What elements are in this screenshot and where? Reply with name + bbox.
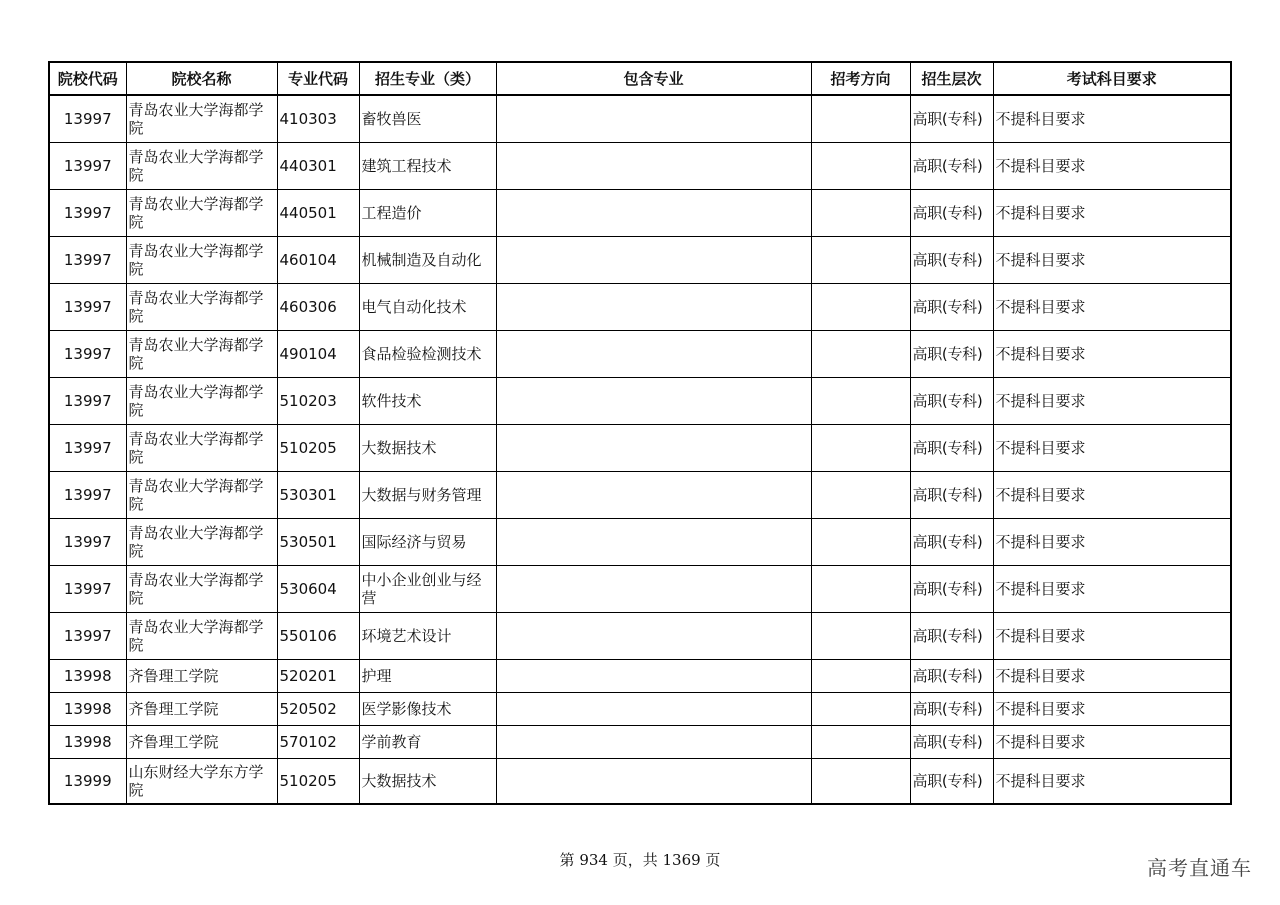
cell-school-name: 山东财经大学东方学院	[126, 758, 277, 804]
cell-school-name: 青岛农业大学海都学院	[126, 236, 277, 283]
cell-major-code: 530604	[277, 565, 359, 612]
header-included-majors: 包含专业	[496, 62, 811, 95]
cell-school-code: 13998	[49, 692, 126, 725]
header-school-code: 院校代码	[49, 62, 126, 95]
table-body	[49, 95, 1231, 804]
cell-major: 电气自动化技术	[359, 283, 496, 330]
table-row	[49, 283, 1231, 330]
cell-level: 高职(专科)	[910, 142, 993, 189]
cell-direction	[811, 424, 910, 471]
cell-included-majors	[496, 471, 811, 518]
header-level: 招生层次	[910, 62, 993, 95]
cell-direction	[811, 565, 910, 612]
cell-school-name: 青岛农业大学海都学院	[126, 612, 277, 659]
cell-level: 高职(专科)	[910, 377, 993, 424]
cell-major: 软件技术	[359, 377, 496, 424]
cell-school-name: 齐鲁理工学院	[126, 692, 277, 725]
cell-direction	[811, 758, 910, 804]
table-row	[49, 518, 1231, 565]
cell-school-code: 13997	[49, 471, 126, 518]
table-row	[49, 424, 1231, 471]
cell-subject-requirement: 不提科目要求	[993, 565, 1231, 612]
cell-direction	[811, 471, 910, 518]
cell-school-code: 13997	[49, 283, 126, 330]
cell-major-code: 530301	[277, 471, 359, 518]
header-direction: 招考方向	[811, 62, 910, 95]
cell-major: 学前教育	[359, 725, 496, 758]
cell-school-name: 青岛农业大学海都学院	[126, 95, 277, 142]
cell-major: 医学影像技术	[359, 692, 496, 725]
table-row	[49, 330, 1231, 377]
cell-school-name: 青岛农业大学海都学院	[126, 565, 277, 612]
cell-major: 护理	[359, 659, 496, 692]
table-row	[49, 725, 1231, 758]
cell-level: 高职(专科)	[910, 612, 993, 659]
cell-major: 大数据与财务管理	[359, 471, 496, 518]
cell-subject-requirement: 不提科目要求	[993, 518, 1231, 565]
cell-subject-requirement: 不提科目要求	[993, 612, 1231, 659]
cell-major: 大数据技术	[359, 424, 496, 471]
cell-major-code: 490104	[277, 330, 359, 377]
watermark-text: 高考直通车	[1147, 856, 1252, 880]
cell-level: 高职(专科)	[910, 565, 993, 612]
cell-included-majors	[496, 142, 811, 189]
cell-major-code: 570102	[277, 725, 359, 758]
table-row	[49, 377, 1231, 424]
cell-school-code: 13997	[49, 377, 126, 424]
cell-major: 国际经济与贸易	[359, 518, 496, 565]
table-row	[49, 659, 1231, 692]
cell-major-code: 410303	[277, 95, 359, 142]
cell-school-code: 13998	[49, 659, 126, 692]
cell-major: 大数据技术	[359, 758, 496, 804]
cell-major-code: 460306	[277, 283, 359, 330]
cell-school-name: 青岛农业大学海都学院	[126, 377, 277, 424]
cell-direction	[811, 283, 910, 330]
table-row	[49, 565, 1231, 612]
cell-school-code: 13997	[49, 142, 126, 189]
cell-school-name: 齐鲁理工学院	[126, 659, 277, 692]
table-row	[49, 189, 1231, 236]
cell-level: 高职(专科)	[910, 758, 993, 804]
cell-included-majors	[496, 424, 811, 471]
cell-level: 高职(专科)	[910, 659, 993, 692]
cell-subject-requirement: 不提科目要求	[993, 236, 1231, 283]
cell-included-majors	[496, 95, 811, 142]
cell-school-code: 13997	[49, 424, 126, 471]
cell-level: 高职(专科)	[910, 424, 993, 471]
cell-school-name: 青岛农业大学海都学院	[126, 283, 277, 330]
cell-subject-requirement: 不提科目要求	[993, 471, 1231, 518]
cell-major-code: 460104	[277, 236, 359, 283]
cell-direction	[811, 142, 910, 189]
cell-major: 建筑工程技术	[359, 142, 496, 189]
cell-school-code: 13997	[49, 565, 126, 612]
cell-included-majors	[496, 189, 811, 236]
cell-major-code: 520201	[277, 659, 359, 692]
cell-school-name: 青岛农业大学海都学院	[126, 471, 277, 518]
cell-school-code: 13997	[49, 518, 126, 565]
cell-level: 高职(专科)	[910, 471, 993, 518]
cell-school-code: 13997	[49, 95, 126, 142]
cell-direction	[811, 659, 910, 692]
table-row	[49, 236, 1231, 283]
cell-subject-requirement: 不提科目要求	[993, 692, 1231, 725]
cell-direction	[811, 612, 910, 659]
cell-included-majors	[496, 330, 811, 377]
cell-level: 高职(专科)	[910, 692, 993, 725]
cell-school-code: 13998	[49, 725, 126, 758]
cell-level: 高职(专科)	[910, 236, 993, 283]
table-row	[49, 471, 1231, 518]
cell-subject-requirement: 不提科目要求	[993, 725, 1231, 758]
cell-school-code: 13997	[49, 330, 126, 377]
cell-direction	[811, 725, 910, 758]
cell-school-code: 13999	[49, 758, 126, 804]
cell-level: 高职(专科)	[910, 518, 993, 565]
cell-school-name: 青岛农业大学海都学院	[126, 142, 277, 189]
cell-school-name: 青岛农业大学海都学院	[126, 189, 277, 236]
cell-direction	[811, 236, 910, 283]
cell-major-code: 550106	[277, 612, 359, 659]
cell-included-majors	[496, 758, 811, 804]
cell-subject-requirement: 不提科目要求	[993, 377, 1231, 424]
cell-major-code: 510205	[277, 758, 359, 804]
table-header	[49, 62, 1231, 95]
cell-major-code: 440501	[277, 189, 359, 236]
cell-school-name: 齐鲁理工学院	[126, 725, 277, 758]
cell-level: 高职(专科)	[910, 95, 993, 142]
cell-major-code: 530501	[277, 518, 359, 565]
cell-included-majors	[496, 518, 811, 565]
cell-major: 环境艺术设计	[359, 612, 496, 659]
table-row	[49, 95, 1231, 142]
cell-direction	[811, 518, 910, 565]
cell-level: 高职(专科)	[910, 330, 993, 377]
cell-major: 机械制造及自动化	[359, 236, 496, 283]
cell-major-code: 510203	[277, 377, 359, 424]
table-row	[49, 758, 1231, 804]
cell-subject-requirement: 不提科目要求	[993, 95, 1231, 142]
cell-major-code: 440301	[277, 142, 359, 189]
cell-subject-requirement: 不提科目要求	[993, 189, 1231, 236]
cell-included-majors	[496, 565, 811, 612]
cell-school-code: 13997	[49, 236, 126, 283]
header-subject-requirement: 考试科目要求	[993, 62, 1231, 95]
cell-major: 食品检验检测技术	[359, 330, 496, 377]
cell-major: 中小企业创业与经营	[359, 565, 496, 612]
cell-direction	[811, 189, 910, 236]
cell-included-majors	[496, 659, 811, 692]
cell-major-code: 510205	[277, 424, 359, 471]
cell-direction	[811, 330, 910, 377]
cell-direction	[811, 95, 910, 142]
cell-subject-requirement: 不提科目要求	[993, 142, 1231, 189]
cell-level: 高职(专科)	[910, 725, 993, 758]
table-row	[49, 142, 1231, 189]
cell-direction	[811, 692, 910, 725]
cell-direction	[811, 377, 910, 424]
cell-school-code: 13997	[49, 612, 126, 659]
cell-major-code: 520502	[277, 692, 359, 725]
cell-included-majors	[496, 725, 811, 758]
cell-subject-requirement: 不提科目要求	[993, 330, 1231, 377]
cell-included-majors	[496, 377, 811, 424]
cell-school-code: 13997	[49, 189, 126, 236]
cell-included-majors	[496, 612, 811, 659]
table-row	[49, 692, 1231, 725]
cell-included-majors	[496, 283, 811, 330]
cell-subject-requirement: 不提科目要求	[993, 659, 1231, 692]
cell-included-majors	[496, 236, 811, 283]
cell-level: 高职(专科)	[910, 283, 993, 330]
cell-major: 畜牧兽医	[359, 95, 496, 142]
cell-major: 工程造价	[359, 189, 496, 236]
cell-school-name: 青岛农业大学海都学院	[126, 330, 277, 377]
header-major-code: 专业代码	[277, 62, 359, 95]
cell-subject-requirement: 不提科目要求	[993, 758, 1231, 804]
table-row	[49, 612, 1231, 659]
header-major: 招生专业（类）	[359, 62, 496, 95]
cell-subject-requirement: 不提科目要求	[993, 283, 1231, 330]
header-school-name: 院校名称	[126, 62, 277, 95]
cell-level: 高职(专科)	[910, 189, 993, 236]
cell-included-majors	[496, 692, 811, 725]
cell-subject-requirement: 不提科目要求	[993, 424, 1231, 471]
cell-school-name: 青岛农业大学海都学院	[126, 518, 277, 565]
cell-school-name: 青岛农业大学海都学院	[126, 424, 277, 471]
admissions-table	[48, 61, 1232, 805]
page-indicator: 第 934 页，共 1369 页	[559, 851, 721, 869]
